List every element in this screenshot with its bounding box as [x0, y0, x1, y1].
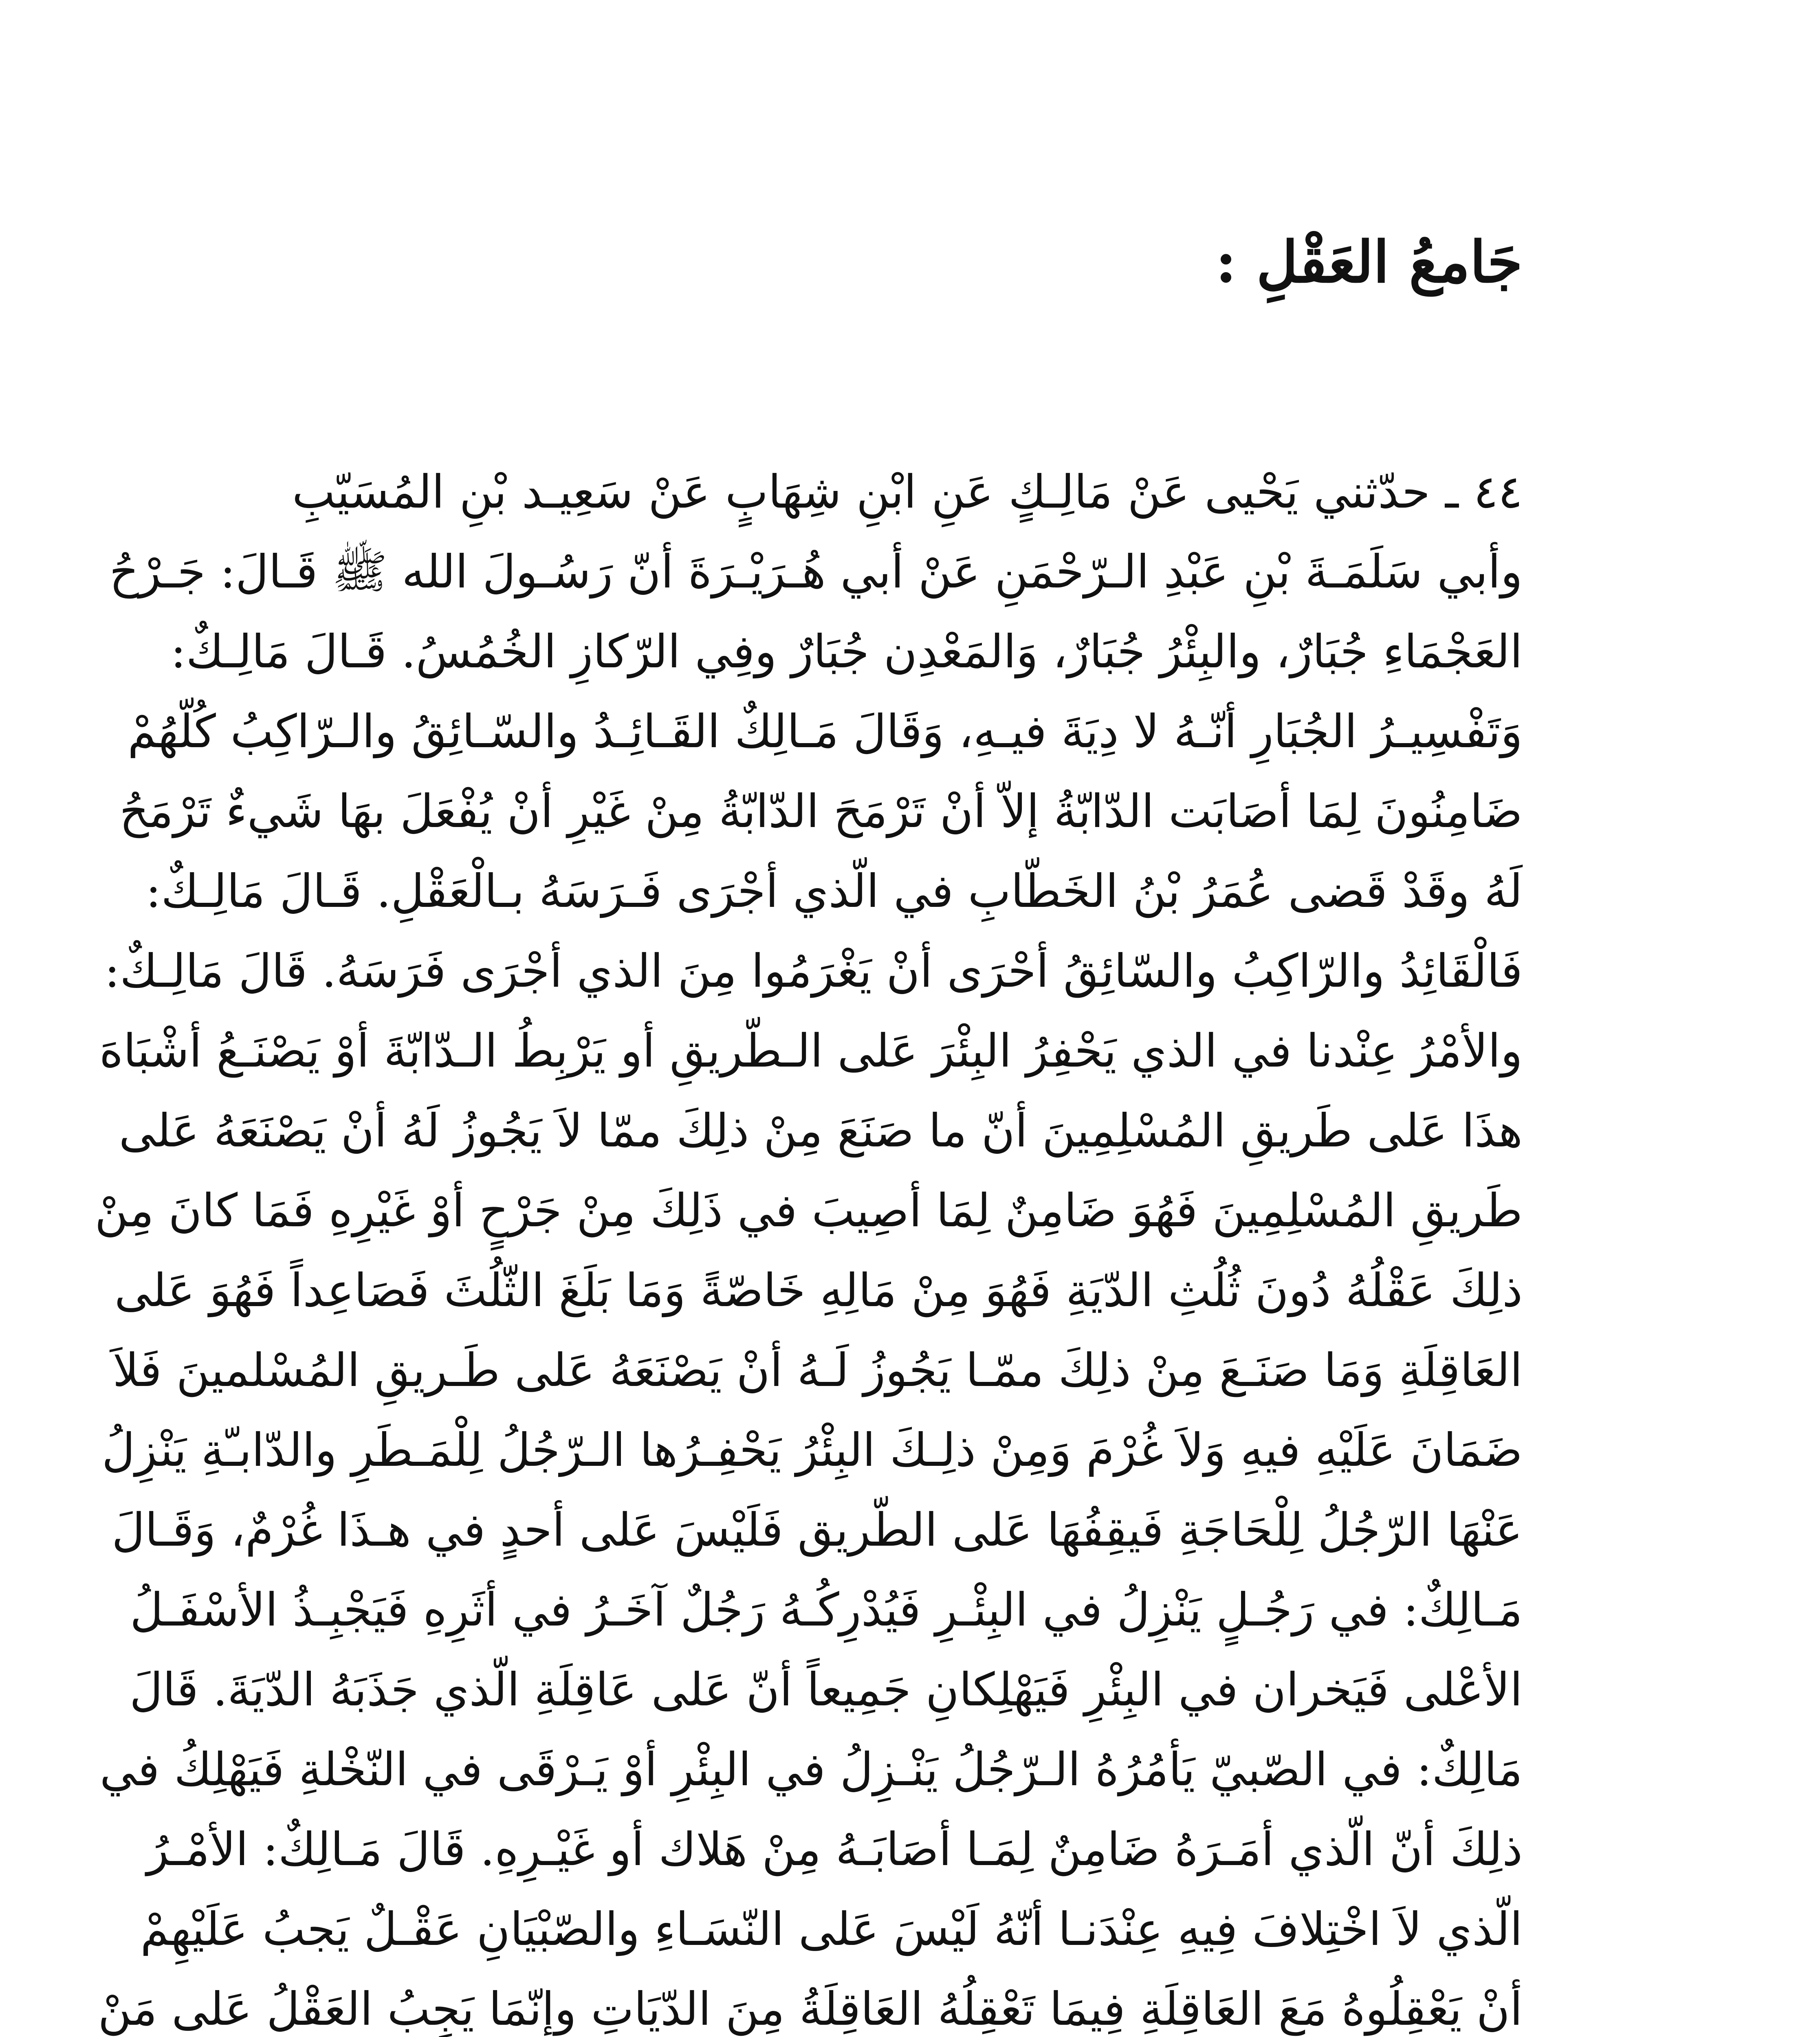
- text-line: ذلِكَ عَقْلُهُ دُونَ ثُلُثِ الدّيَةِ فَهُوَ مِنْ مَالِهِ خَاصّةً وَمَا بَلَغَ الثّلُثَ فَصَاعِداً فَهُوَ عَلى: [114, 1264, 1523, 1317]
- text-line: مَـالِكٌ: في رَجُـلٍ يَنْزِلُ في البِئْـرِ فَيُدْرِكُـهُ رَجُلٌ آخَـرُ في أثَرِهِ فَيَجْبِـذُ الأسْفَـلُ: [130, 1584, 1523, 1637]
- text-line: وَتَفْسِيـرُ الجُبَارِ أنّـهُ لا دِيَةَ فيـهِ، وَقَالَ مَـالِكٌ القَـائِـدُ والسّـائِقُ والـرّاكِبُ كُلّهُمْ: [128, 705, 1523, 758]
- text-line: هذَا عَلى طَريقِ المُسْلِمِينَ أنّ ما صَنَعَ مِنْ ذلِكَ ممّا لاَ يَجُوزُ لَهُ أنْ يَصْنَعَهُ عَلى: [119, 1104, 1523, 1157]
- text-line: العَجْمَاءِ جُبَارٌ، والبِئْرُ جُبَارٌ، وَالمَعْدِن جُبَارٌ وفِي الرّكازِ الخُمُسُ. قَـالَ مَالِـكٌ:: [170, 625, 1523, 678]
- text-line: لَهُ وقَدْ قَضى عُمَرُ بْنُ الخَطّابِ في الّذي أجْرَى فَـرَسَهُ بـالْعَقْلِ. قَـالَ مَالِـكٌ:: [145, 865, 1523, 918]
- text-line: مَالِكٌ: في الصّبيّ يَأمُرُهُ الـرّجُلُ يَنْـزِلُ في البِئْرِ أوْ يَـرْقَى في النّخْلةِ فَيَهْلِكُ في: [99, 1743, 1523, 1796]
- text-line: ٤٤ ـ حدّثني يَحْيى عَنْ مَالِـكٍ عَنِ ابْنِ شِهَابٍ عَنْ سَعِيـد بْنِ المُسَيّبِ: [292, 466, 1523, 519]
- text-line: فَالْقَائِدُ والرّاكِبُ والسّائِقُ أحْرَى أنْ يَغْرَمُوا مِنَ الذي أجْرَى فَرَسَهُ. قَالَ مَالِـكٌ:: [104, 945, 1523, 998]
- text-line: ضَمَانَ عَلَيْهِ فيهِ وَلاَ غُرْمَ وَمِنْ ذلِـكَ البِئْرُ يَحْفِـرُها الـرّجُلُ لِلْمَـطَرِ والدّابـّةِ يَنْزِلُ: [101, 1424, 1523, 1477]
- body-text: [95, 452, 1523, 2037]
- text-line: طَريقِ المُسْلِمِينَ فَهُوَ ضَامِنٌ لِمَا أصِيبَ في ذَلِكَ مِنْ جَرْحٍ أوْ غَيْرِهِ فَمَا كانَ مِنْ: [95, 1184, 1523, 1237]
- text-line: عَنْهَا الرّجُلُ لِلْحَاجَةِ فَيقِفُهَا عَلى الطّريق فَلَيْسَ عَلى أحدٍ في هـذَا غُرْمٌ، وَقَـالَ: [112, 1504, 1523, 1557]
- text-line: ذلِكَ أنّ الّذي أمَـرَهُ ضَامِنٌ لِمَـا أصَابَـهُ مِنْ هَلاك أو غَيْـرِهِ. قَالَ مَـالِكٌ: الأمْـرُ: [146, 1823, 1523, 1876]
- text-line: ضَامِنُونَ لِمَا أصَابَت الدّابّةُ إلاّ أنْ تَرْمَحَ الدّابّةُ مِنْ غَيْرِ أنْ يُفْعَلَ بهَا شَيءٌ تَرْمَحُ: [119, 785, 1523, 838]
- text-line: أنْ يَعْقِلُوهُ مَعَ العَاقِلَةِ فِيمَا تَعْقِلُهُ العَاقِلَةُ مِنَ الدّيَاتِ وإنّمَا يَجِبُ العَقْلُ عَلى مَنْ: [98, 1983, 1523, 2036]
- text-line: العَاقِلَةِ وَمَا صَنَـعَ مِنْ ذلِكَ ممّـا يَجُوزُ لَـهُ أنْ يَصْنَعَهُ عَلى طَـريقِ المُسْلمينَ فَلاَ: [112, 1344, 1523, 1397]
- text-line: وأبي سَلَمَـةَ بْنِ عَبْدِ الـرّحْمَنِ عَنْ أبي هُـرَيْـرَةَ أنّ رَسُـولَ الله ﷺ قَـالَ: جَـرْحُ: [109, 546, 1523, 598]
- text-line: الّذي لاَ اخْتِلافَ فِيهِ عِنْدَنـا أنّهُ لَيْسَ عَلى النّسَـاءِ والصّبْيَانِ عَقْـلٌ يَجبُ عَلَيْهِمْ: [140, 1903, 1523, 1956]
- section-heading: جَامعُ العَقْلِ :: [1215, 229, 1523, 296]
- text-line: والأمْرُ عِنْدنا في الذي يَحْفِرُ البِئْرَ عَلى الـطّريقِ أو يَرْبِطُ الـدّابّةَ أوْ يَصْنَـعُ أشْبَاهَ: [99, 1025, 1523, 1078]
- text-line: الأعْلى فَيَخران في البِئْرِ فَيَهْلِكانِ جَمِيعاً أنّ عَلى عَاقِلَةِ الّذي جَذَبَهُ الدّيَةَ. قَالَ: [129, 1663, 1523, 1716]
